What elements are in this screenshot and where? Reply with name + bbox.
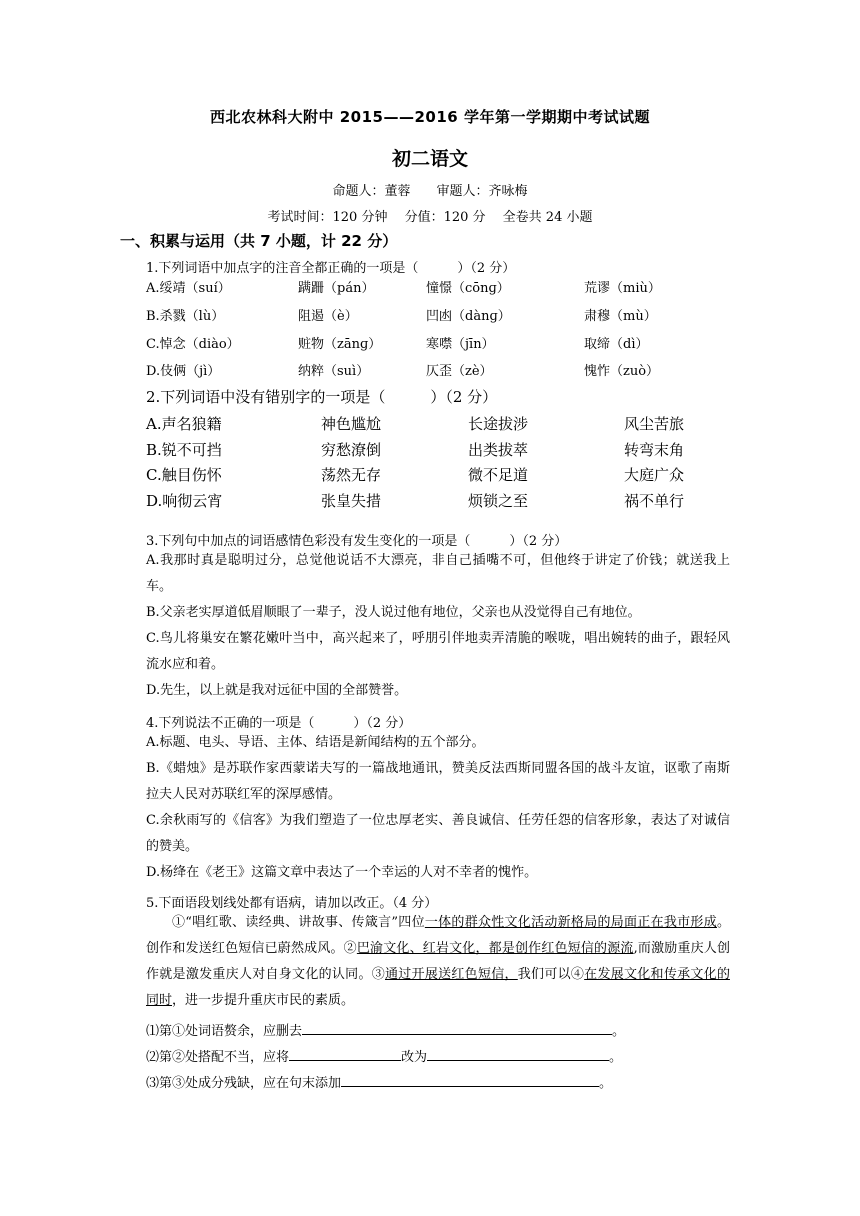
q5-fill-2-mid: 改为 [401,1050,428,1065]
q5-passage-text: 。创作和发送红色短信已蔚然成风。② [146,915,730,956]
answer-blank[interactable] [427,1046,609,1061]
q3-option-d: D.先生，以上就是我对远征中国的全部赞誉。 [146,683,408,698]
q2-option-item: 出类拔萃 [468,441,529,459]
q1-option-item: 仄歪（zè） [426,364,493,379]
q3-option-b: B.父亲老实厚道低眉顺眼了一辈子，没人说过他有地位，父亲也从没觉得自己有地位。 [146,605,641,620]
q2-option-item: 大庭广众 [624,466,685,484]
q5-underlined-1: 一体的群众性文化活动新格局的局面正在我市形成 [424,915,717,930]
q1-option-item: A.绥靖（suí） [146,281,231,296]
q5-stem: 5.下面语段划线处都有语病，请加以改正。（4 分） [146,896,438,911]
q5-passage-text: ,而激励重庆人创作就是激发重庆人对自身文化的认同。③ [146,941,730,982]
q2-option-item: 荡然无存 [321,466,382,484]
q2-option-item: 转弯末角 [624,441,685,459]
answer-blank[interactable] [341,1072,599,1087]
q5-passage [146,910,730,1014]
q1-option-item: 凹凼（dànɡ） [426,309,511,324]
q2-option-row [146,439,746,463]
q1-option-item: 肃穆（mù） [584,309,657,324]
q5-underlined-4: 在发展文化和传承文化的同时 [146,967,730,1008]
q4-option-a: A.标题、电头、导语、主体、结语是新闻结构的五个部分。 [146,735,485,750]
q5-fill-1-label: ⑴第①处词语赘余，应删去 [146,1024,303,1039]
q5-fill-2-label: ⑵第②处搭配不当，应将 [146,1050,290,1065]
q1-option-item: 憧憬（cōnɡ） [426,281,510,296]
q1-option-row [146,360,746,380]
q5-fill-end: 。 [609,1050,623,1065]
subject-title: 初二语文 [391,148,468,170]
q2-option-row [146,490,746,514]
q1-option-item: 荒谬（miù） [584,281,661,296]
q2-option-row [146,464,746,488]
q5-passage-text: ①“唱红歌、读经典、讲故事、传箴言”四位 [172,915,425,930]
q2-option-item: 穷愁潦倒 [321,441,382,459]
q2-option-item: 长途拔涉 [468,415,529,433]
q5-fill-end: 。 [612,1024,626,1039]
q1-option-row [146,277,746,297]
q3-stem: 3.下列句中加点的词语感情色彩没有发生变化的一项是（ ）（2 分） [146,534,568,549]
q1-option-item: 蹒跚（pán） [298,281,375,296]
q1-option-item: C.悼念（diào） [146,337,240,352]
exam-info-line: 考试时间：120 分钟 分值：120 分 全卷共 24 小题 [267,210,593,225]
q4-stem: 4.下列说法不正确的一项是（ ）（2 分） [146,716,412,731]
q2-option-item: 张皇失措 [321,492,382,510]
q2-stem: 2.下列词语中没有错别字的一项是（ ）（2 分） [146,388,498,406]
section-heading: 一、积累与运用（共 7 小题，计 22 分） [120,232,398,250]
q5-underlined-2: 巴渝文化、红岩文化，都是创作红色短信的源流 [356,941,634,956]
q2-option-row [146,413,746,437]
q2-option-item: 神色尴尬 [321,415,382,433]
q5-fill-3-label: ⑶第③处成分残缺，应在句末添加 [146,1076,342,1091]
q2-option-item: A.声名狼籍 [146,415,222,433]
q2-option-item: 烦锁之至 [468,492,529,510]
answer-blank[interactable] [289,1046,401,1061]
q3-option-a: A.我那时真是聪明过分，总觉他说话不大漂亮，非自己插嘴不可，但他终于讲定了价钱；就送我上车。 [146,553,730,594]
q2-option-item: 微不足道 [468,466,529,484]
q4-option-c: C.余秋雨写的《信客》为我们塑造了一位忠厚老实、善良诚信、任劳任怨的信客形象，表达了对诚信的赞美。 [146,813,730,854]
answer-blank[interactable] [302,1020,612,1035]
q2-option-item: 祸不单行 [624,492,685,510]
authors-line: 命题人：董蓉 审题人：齐咏梅 [332,184,528,199]
q5-fill-end: 。 [599,1076,613,1091]
q1-option-item: B.杀戮（lù） [146,309,225,324]
q2-option-item: B.锐不可挡 [146,441,222,459]
q1-option-item: 纳粹（suì） [298,364,370,379]
q1-option-row [146,305,746,325]
q5-passage-text: ，进一步提升重庆市民的素质。 [172,993,355,1008]
q5-underlined-3: 通过开展送红色短信， [385,967,518,982]
q5-fill-1 [146,1020,625,1039]
q2-option-item: 风尘苦旅 [624,415,685,433]
exam-title: 西北农林科大附中 2015——2016 学年第一学期期中考试试题 [210,108,650,126]
q2-option-item: C.触目伤怀 [146,466,222,484]
q1-option-item: D.伎俩（jì） [146,364,221,379]
q1-option-item: 取缔（dì） [584,337,649,352]
q3-option-c: C.鸟儿将巢安在繁花嫩叶当中，高兴起来了，呼朋引伴地卖弄清脆的喉咙，唱出婉转的曲子，跟轻风流水应和着。 [146,631,730,672]
q1-stem: 1.下列词语中加点字的注音全都正确的一项是（ ）（2 分） [146,261,516,276]
q4-option-d: D.杨绛在《老王》这篇文章中表达了一个幸运的人对不幸者的愧怍。 [146,865,538,880]
q5-passage-text: 我们可以④ [517,967,585,982]
q1-option-item: 愧怍（zuò） [584,364,660,379]
q1-option-row [146,333,746,353]
q1-option-item: 寒噤（jīn） [426,337,495,352]
q1-option-item: 阻遏（è） [298,309,358,324]
q2-option-item: D.响彻云宵 [146,492,223,510]
q4-option-b: B.《蜡烛》是苏联作家西蒙诺夫写的一篇战地通讯，赞美反法西斯同盟各国的战斗友谊，讴歌了南斯拉夫人民对苏联红军的深厚感情。 [146,761,730,802]
q5-fill-2 [146,1046,622,1065]
q5-fill-3 [146,1072,612,1091]
q1-option-item: 赃物（zānɡ） [298,337,382,352]
